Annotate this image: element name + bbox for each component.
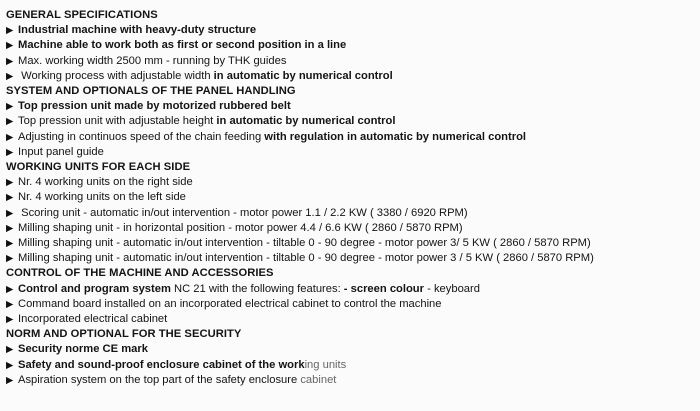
spec-text-plain: Industrial machine with heavy-duty structure <box>18 24 257 37</box>
spec-text <box>18 115 395 127</box>
spec-text-plain: Top pression unit made by motorized rubbered belt <box>18 100 291 113</box>
spec-text-faint: ing units <box>304 358 347 371</box>
bullet-arrow-icon: ▶ <box>6 55 14 67</box>
spec-text <box>18 283 480 295</box>
bullet-arrow-icon: ▶ <box>6 314 14 326</box>
spec-text-bold: in automatic by numerical control <box>213 115 396 128</box>
spec-text <box>18 252 594 264</box>
spec-text-bold: in automatic by numerical control <box>210 69 393 82</box>
bullet-arrow-icon: ▶ <box>6 40 14 52</box>
spec-text <box>18 343 148 355</box>
spec-text-bold: - screen colour <box>340 282 424 295</box>
section-heading: CONTROL OF THE MACHINE AND ACCESSORIES <box>6 267 274 280</box>
spec-item <box>6 190 694 205</box>
bullet-arrow-icon: ▶ <box>6 70 14 82</box>
bullet-arrow-icon: ▶ <box>6 359 14 371</box>
spec-text <box>18 100 291 112</box>
spec-text <box>18 39 346 51</box>
spec-item <box>6 175 694 190</box>
spec-item <box>6 130 694 145</box>
bullet-arrow-icon: ▶ <box>6 253 14 265</box>
spec-item <box>6 282 694 297</box>
spec-item <box>6 145 694 160</box>
spec-text <box>18 207 468 219</box>
spec-item <box>6 236 694 251</box>
bullet-arrow-icon: ▶ <box>6 374 14 386</box>
bullet-arrow-icon: ▶ <box>6 344 14 356</box>
spec-item <box>6 342 694 357</box>
spec-text-bold: Safety and sound-proof enclosure cabinet of the work <box>18 358 305 371</box>
spec-text-plain: Milling shaping unit - automatic in/out intervention - tiltable 0 - 90 degree - motor power 3/ 5 KW ( 2860 / 5870 RPM) <box>18 237 591 250</box>
section-heading: WORKING UNITS FOR EACH SIDE <box>6 161 191 174</box>
spec-item <box>6 99 694 114</box>
spec-text-plain: Machine able to work both as first or second position in a line <box>18 39 347 52</box>
spec-text <box>18 70 393 82</box>
spec-text-plain: Aspiration system on the top part of the safety enclosure <box>18 373 298 386</box>
spec-item <box>6 54 694 69</box>
spec-item <box>6 221 694 236</box>
spec-text-plain: Milling shaping unit - automatic in/out intervention - tiltable 0 - 90 degree - motor power 3 / 5 KW ( 2860 / 5870 RPM) <box>18 252 594 265</box>
spec-text <box>18 298 442 310</box>
bullet-arrow-icon: ▶ <box>6 116 14 128</box>
spec-item <box>6 206 694 221</box>
spec-text-plain: Milling shaping unit - in horizontal position - motor power 4.4 / 6.6 KW ( 2860 / 5870 RPM) <box>18 221 463 234</box>
spec-text-faint: cabinet <box>297 373 337 386</box>
spec-item <box>6 23 694 38</box>
spec-item <box>6 373 694 388</box>
spec-text-plain: Nr. 4 working units on the left side <box>18 191 186 204</box>
section-heading: GENERAL SPECIFICATIONS <box>6 9 158 21</box>
bullet-arrow-icon: ▶ <box>6 222 14 234</box>
bullet-arrow-icon: ▶ <box>6 192 14 204</box>
spec-text-plain: Command board installed on an incorporated electrical cabinet to control the machine <box>18 297 442 310</box>
spec-text-plain: Scoring unit - automatic in/out intervention - motor power 1.1 / 2.2 KW ( 3380 / 6920 RPM) <box>18 206 468 219</box>
spec-text <box>18 55 286 67</box>
spec-item <box>6 251 694 266</box>
spec-text <box>18 359 346 371</box>
bullet-arrow-icon: ▶ <box>6 283 14 295</box>
spec-text-plain: Nr. 4 working units on the right side <box>18 176 193 189</box>
spec-text <box>18 222 463 234</box>
spec-text-plain: Security norme CE mark <box>18 343 148 356</box>
bullet-arrow-icon: ▶ <box>6 177 14 189</box>
spec-text-bold: with regulation in automatic by numerical control <box>261 130 527 143</box>
spec-text-plain: Top pression unit with adjustable height <box>18 115 214 128</box>
section-heading: SYSTEM AND OPTIONALS OF THE PANEL HANDLING <box>6 85 296 98</box>
spec-text-plain: Adjusting in continuos speed of the chain feeding <box>18 130 262 143</box>
spec-text <box>18 237 591 249</box>
spec-text <box>18 176 193 188</box>
spec-item <box>6 69 694 84</box>
spec-text-plain: Incorporated electrical cabinet <box>18 313 168 326</box>
bullet-arrow-icon: ▶ <box>6 131 14 143</box>
spec-item <box>6 358 694 373</box>
spec-text-plain: NC 21 with the following features: <box>170 282 341 295</box>
spec-text <box>18 374 336 386</box>
spec-text <box>18 131 526 143</box>
bullet-arrow-icon: ▶ <box>6 25 14 37</box>
spec-text-plain: Input panel guide <box>18 145 104 158</box>
spec-text-plain: - keyboard <box>424 282 480 295</box>
bullet-arrow-icon: ▶ <box>6 101 14 113</box>
spec-item <box>6 38 694 53</box>
spec-item <box>6 114 694 129</box>
bullet-arrow-icon: ▶ <box>6 207 14 219</box>
spec-text <box>18 191 186 203</box>
section-heading: NORM AND OPTIONAL FOR THE SECURITY <box>6 328 242 341</box>
spec-text-plain: Max. working width 2500 mm - running by THK guides <box>18 54 287 67</box>
spec-text <box>18 24 256 36</box>
bullet-arrow-icon: ▶ <box>6 146 14 158</box>
spec-item <box>6 312 694 327</box>
bullet-arrow-icon: ▶ <box>6 298 14 310</box>
spec-text <box>18 146 104 158</box>
spec-text <box>18 313 167 325</box>
spec-text-bold: Control and program system <box>18 282 171 295</box>
bullet-arrow-icon: ▶ <box>6 238 14 250</box>
spec-text-plain: Working process with adjustable width <box>18 69 211 82</box>
spec-item <box>6 297 694 312</box>
